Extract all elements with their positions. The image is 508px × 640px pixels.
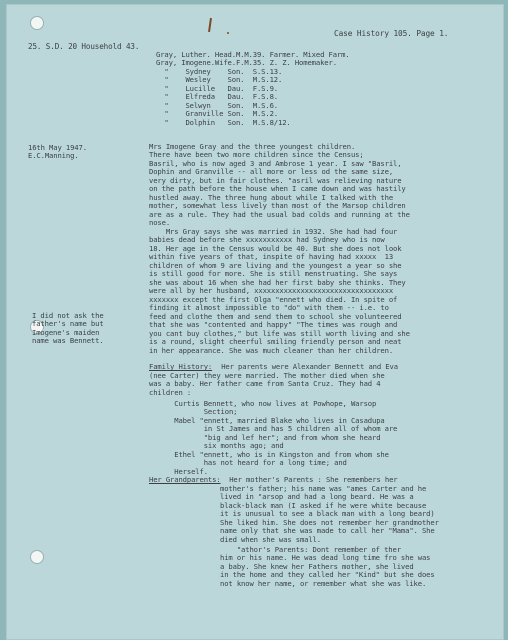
margin-note-line: I did not ask the	[32, 311, 104, 320]
narrative-line: in her appearance. She was much cleaner than her children.	[149, 346, 394, 355]
household-member-row: " Wesley Son. M.S.12.	[156, 75, 283, 84]
case-reference: Case History 105. Page 1.	[334, 29, 449, 38]
grandparents-heading: Her Grandparents:	[149, 475, 221, 484]
sibling-line: Herself.	[149, 467, 208, 476]
narrative-line: is still good for more. She is still menstruating. She says	[149, 269, 398, 278]
narrative-line: within five years of that, inspite of having had xxxxx 13	[149, 252, 394, 261]
family-history-line: children :	[149, 388, 192, 397]
narrative-line: 18. Her age in the Census would be 40. But she does not look	[149, 244, 402, 253]
narrative-line: were all by her husband, xxxxxxxxxxxxxxxxxxxxxxxxxxxxxxxxx	[149, 286, 394, 295]
narrative-line: mother, somewhat less lively than most of the Marsop children	[149, 201, 406, 210]
narrative-line: is a round, slight cheerful smiling friendly person and neat	[149, 337, 402, 346]
grandparents-line: lived in "arsop and had a long beard. He was a	[220, 492, 414, 501]
narrative-line: There have been two more children since the Census;	[149, 150, 364, 159]
grandparents-line: Her mother's Parents : She remembers her	[225, 475, 398, 484]
punch-hole-top	[30, 16, 44, 30]
narrative-line: finding it almost impossible to "do" with them -- i.e. to	[149, 303, 389, 312]
family-history-line: Her parents were Alexander Bennett and Eva	[217, 362, 398, 371]
narrative-line: babies dead before she xxxxxxxxxxx had Sydney who is now	[149, 235, 385, 244]
grandparents-line: She liked him. She does not remember her grandmother	[220, 518, 439, 527]
narrative-line: on the path before the house when I came down and was hastily	[149, 184, 406, 193]
grandparents-line: black-black man (I asked if he were white because	[220, 501, 427, 510]
narrative-line: nose.	[149, 218, 171, 227]
household-member-row: " Selwyn Son. M.S.6.	[156, 101, 279, 110]
sibling-line: Ethel "ennett, who is in Kingston and from whom she	[149, 450, 389, 459]
sibling-line: Curtis Bennett, who now lives at Powhope, Warsop	[149, 399, 377, 408]
grandparents-line: not know her name, or remember what she was like.	[220, 579, 427, 588]
visitor-name: E.C.Manning.	[28, 151, 79, 160]
narrative-line: are as a rule. They had the usual bad colds and running at the	[149, 210, 410, 219]
household-member-row: Gray, Luther. Head.M.M.39. Farmer. Mixed Farm.	[156, 50, 350, 59]
family-history-heading: Family History:	[149, 362, 213, 371]
sibling-line: Section;	[149, 407, 238, 416]
family-history-line: was a baby. Her father came from Santa Cruz. They had 4	[149, 379, 381, 388]
grandparents-line: "athor's Parents: Dont remember of ther	[220, 545, 401, 554]
document-page	[6, 4, 504, 640]
narrative-line: she was about 16 when she had her first baby she thinks. They	[149, 278, 406, 287]
narrative-line: Dophin and Granville -- all more or less od the same size,	[149, 167, 394, 176]
visit-date: 16th May 1947.	[28, 143, 87, 152]
grandparents-line: died when she was small.	[220, 535, 321, 544]
sibling-line: Mabel "ennett, married Blake who lives in Casadupa	[149, 416, 385, 425]
household-member-row: Gray, Imogene.Wife.F.M.35. Z. Z. Homemaker.	[156, 58, 337, 67]
narrative-line: xxxxxxx except the first Olga "ennett who died. In spite of	[149, 295, 398, 304]
sibling-line: in St James and has 5 children all of whom are	[149, 424, 398, 433]
grandparents-line: it is unusual to see a black man with a long beard)	[220, 509, 435, 518]
narrative-line: very dirty, but in fair clothes. "asril was relieving nature	[149, 176, 402, 185]
grandparents-line: him or his name. He was dead long time fro she was	[220, 553, 431, 562]
narrative-line: that she was "contented and happy" "The times was rough and	[149, 320, 398, 329]
narrative-line: Mrs Gray says she was married in 1932. She had had four	[149, 227, 398, 236]
household-member-row: " Dolphin Son. M.S.8/12.	[156, 118, 291, 127]
sibling-line: "big and lef her"; and from whom she heard	[149, 433, 381, 442]
grandparents-line: in the home and they called her "Kind" but she does	[220, 570, 435, 579]
narrative-line: feed and clothe them and send them to school she volunteered	[149, 312, 402, 321]
narrative-line: children of whom 9 are living and the youngest a year so she	[149, 261, 402, 270]
narrative-line: Basril, who is now aged 3 and Ambrose 1 year. I saw "Basril,	[149, 159, 402, 168]
sibling-line: has not heard for a long time; and	[149, 458, 347, 467]
grandparents-line: name only that she was made to call her "Mama". She	[220, 526, 435, 535]
pen-tick-mark	[208, 18, 212, 32]
pen-dot-mark	[227, 32, 229, 34]
grandparents-line: a baby. She knew her Fathers mother, she lived	[220, 562, 414, 571]
household-member-row: " Sydney Son. S.S.13.	[156, 67, 283, 76]
narrative-line: you cant buy clothes," but life was still worth living and she	[149, 329, 410, 338]
narrative-line: hustled away. The three hung about while I talked with the	[149, 193, 394, 202]
household-heading: 25. S.D. 20 Household 43.	[28, 42, 140, 51]
punch-hole-bottom	[30, 550, 44, 564]
sibling-line: six months ago; and	[149, 441, 284, 450]
narrative-line: Mrs Imogene Gray and the three youngest children.	[149, 142, 356, 151]
margin-note-line: father's name but	[32, 319, 104, 328]
margin-note-line: Imogene's maiden	[32, 328, 100, 337]
household-member-row: " Elfreda Dau. F.S.8.	[156, 92, 279, 101]
margin-note-line: name was Bennett.	[32, 336, 104, 345]
grandparents-line: mother's father; his name was "ames Carter and he	[220, 484, 427, 493]
household-member-row: " Lucille Dau. F.S.9.	[156, 84, 279, 93]
household-member-row: " Granville Son. M.S.2.	[156, 109, 279, 118]
family-history-line: (nee Carter) they were married. The mother died when she	[149, 371, 385, 380]
